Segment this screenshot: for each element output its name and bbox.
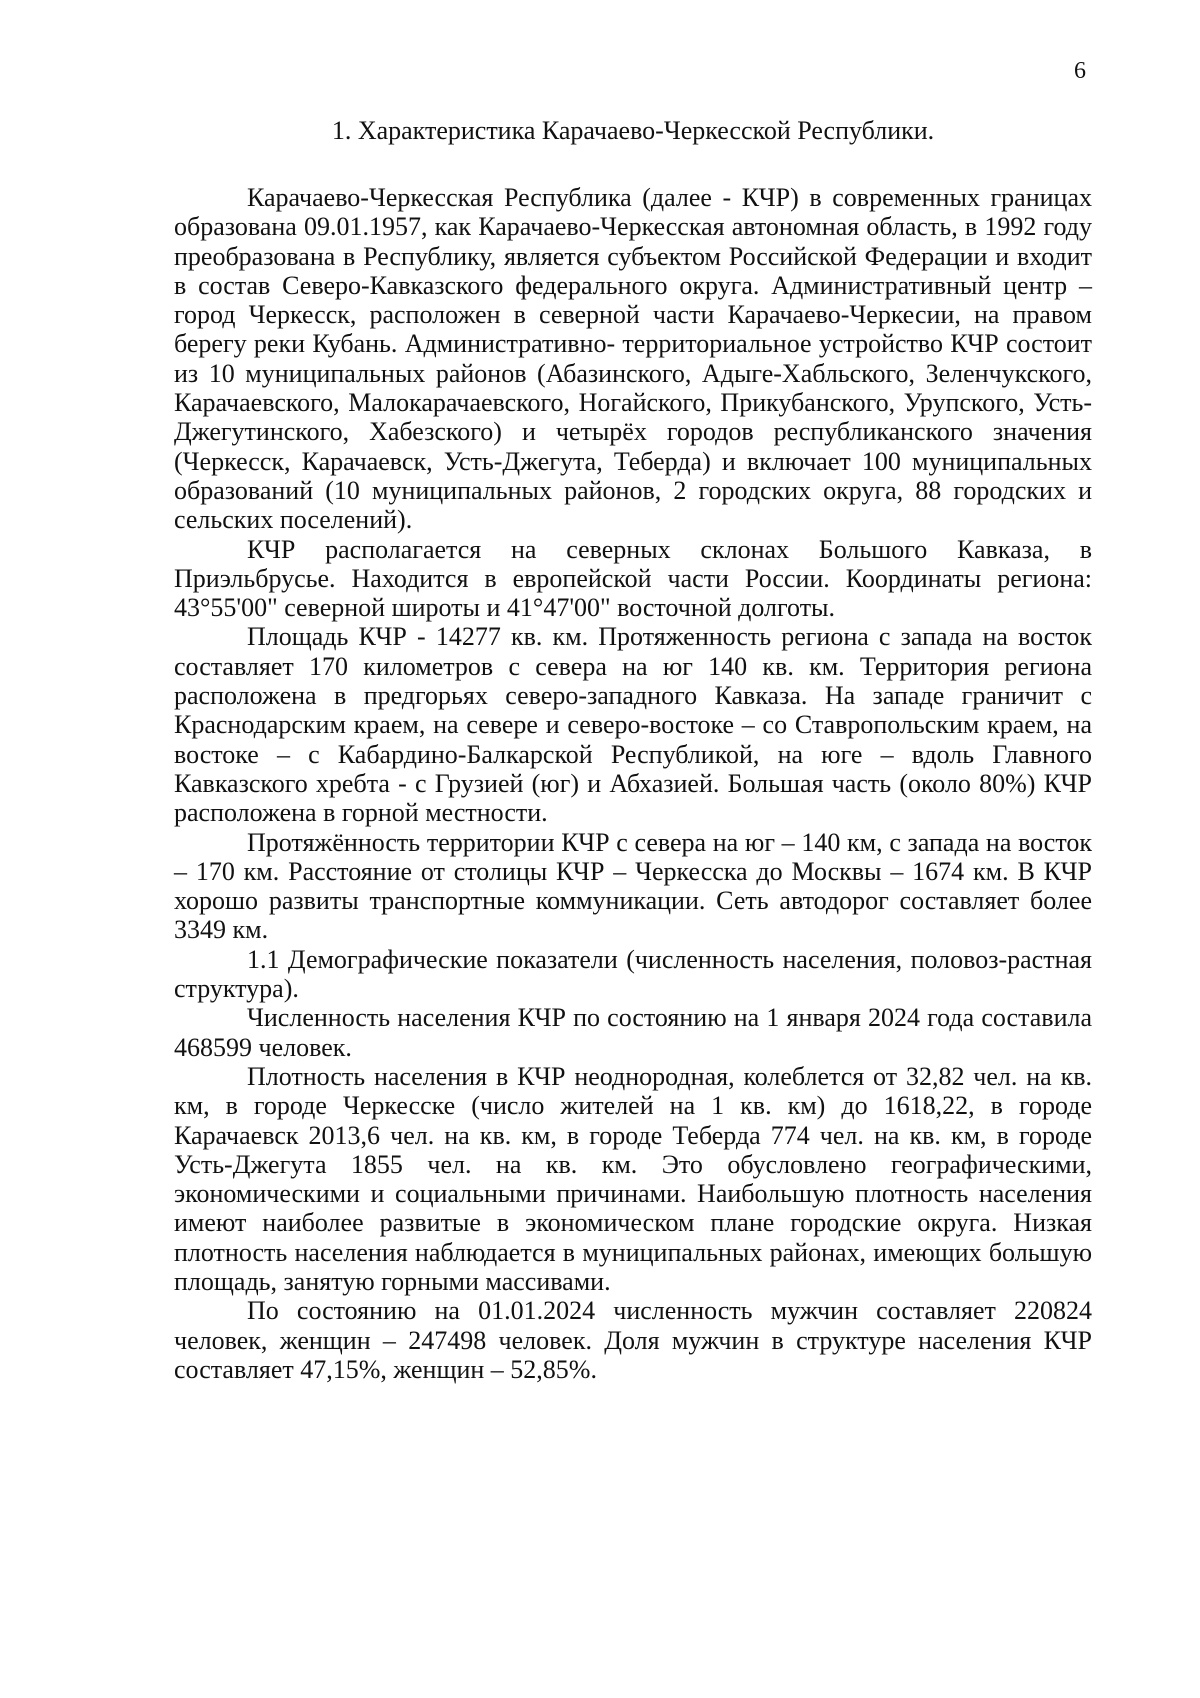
paragraph-population: Численность населения КЧР по состоянию на 1 января 2024 года составила 468599 человек.: [174, 1003, 1092, 1062]
paragraph-location: КЧР располагается на северных склонах Большого Кавказа, в Приэльбрусье. Находится в европейской части России. Координаты региона: 43°55'00" северной широты и 41°47'00" восточной долготы.: [174, 534, 1092, 623]
paragraph-gender-structure: По состоянию на 01.01.2024 численность мужчин составляет 220824 человек, женщин – 247498 человек. Доля мужчин в структуре населения КЧР составляет 47,15%, женщин – 52,85%.: [174, 1296, 1092, 1384]
paragraph-distances: Протяжённость территории КЧР с севера на юг – 140 км, с запада на восток – 170 км. Расстояние от столицы КЧР – Черкесска до Москвы – 1674 км. В КЧР хорошо развиты транспортные коммуникации. Сеть автодорог составляет более 3349 км.: [174, 827, 1092, 945]
document-body: [174, 183, 1092, 1384]
paragraph-area-borders: Площадь КЧР - 14277 кв. км. Протяженность региона с запада на восток составляет 170 километров с севера на юг 140 кв. км. Территория региона расположена в предгорьях северо-западного Кавказа. На западе граничит с Краснодарским краем, на севере и северо-востоке – со Ставропольским краем, на востоке – с Кабардино-Балкарской Республикой, на юге – вдоль Главного Кавказского хребта - с Грузией (юг) и Абхазией. Большая часть (около 80%) КЧР расположена в горной местности.: [174, 622, 1092, 828]
section-heading: 1. Характеристика Карачаево-Черкесской Республики.: [331, 116, 935, 145]
subsection-heading-demographics: 1.1 Демографические показатели (численность населения, половоз-растная структура).: [174, 944, 1092, 1004]
page-number: 6: [1074, 58, 1086, 84]
paragraph-region-overview: Карачаево-Черкесская Республика (далее - КЧР) в современных границах образована 09.01.1957, как Карачаево-Черкесская автономная область, в 1992 году преобразована в Республику, является субъектом Российской Федерации и входит в состав Северо-Кавказского федерального округа. Административный центр – город Черкесск, расположен в северной части Карачаево-Черкесии, на правом берегу реки Кубань. Административно- территориальное устройство КЧР состоит из 10 муниципальных районов (Абазинского, Адыге-Хабльского, Зеленчукского, Карачаевского, Малокарачаевского, Ногайского, Прикубанского, Урупского, Усть-Джегутинского, Хабезского) и четырёх городов республиканского значения (Черкесск, Карачаевск, Усть-Джегута, Теберда) и включает 100 муниципальных образований (10 муниципальных районов, 2 городских округа, 88 городских и сельских поселений).: [174, 183, 1092, 535]
paragraph-population-density: Плотность населения в КЧР неоднородная, колеблется от 32,82 чел. на кв. км, в городе Черкесске (число жителей на 1 кв. км) до 1618,22, в городе Карачаевск 2013,6 чел. на кв. км, в городе Теберда 774 чел. на кв. км, в городе Усть-Джегута 1855 чел. на кв. км. Это обусловлено географическими, экономическими и социальными причинами. Наибольшую плотность населения имеют наиболее развитые в экономическом плане городские округа. Низкая плотность населения наблюдается в муниципальных районах, имеющих большую площадь, занятую горными массивами.: [174, 1061, 1092, 1296]
